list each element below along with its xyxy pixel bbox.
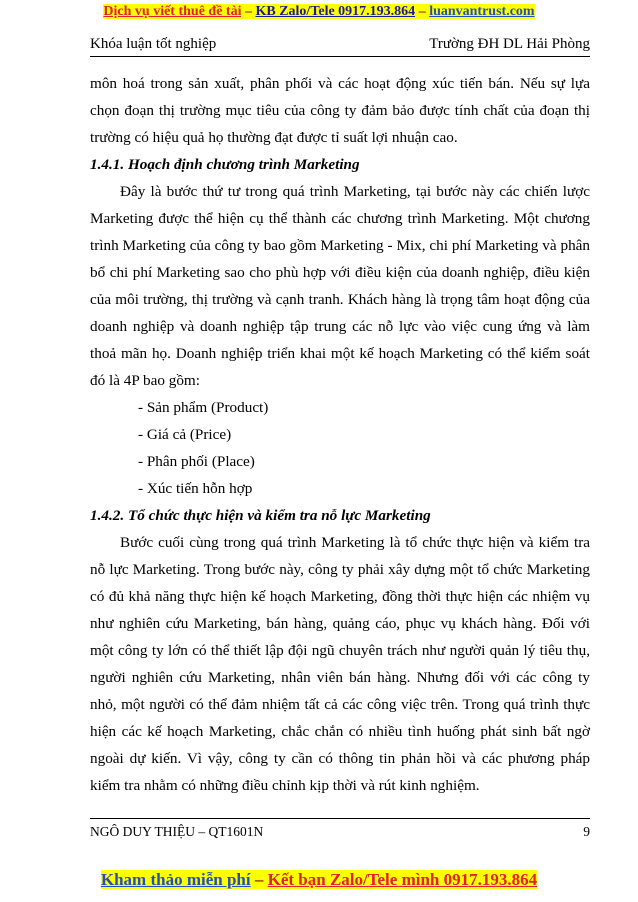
footer-author-label: NGÔ DUY THIỆU – QT1601N — [90, 824, 264, 839]
paragraph-marketing-program: Đây là bước thứ tư trong quá trình Marketing, tại bước này các chiến lược Marketing được thể hiện cụ thể thành các chương trình Marketing. Một chương trình Marketing của công ty bao gồm Marketing - Mix, chi phí Marketing và phân bổ chi phí Marketing sao cho phù hợp với điều kiện của doanh nghiệp, điều kiện của môi trường, thị trường và cạnh tranh. Khách hàng là trọng tâm hoạt động của doanh nghiệp và doanh nghiệp tập trung các nỗ lực vào việc cung ứng và làm thoả mãn họ. Doanh nghiệp triển khai một kế hoạch Marketing có thể kiểm soát đó là 4P bao gồm: — [90, 183, 590, 389]
promo-service-link[interactable]: Dịch vụ viết thuê đề tài — [103, 4, 242, 19]
promo-separator: – — [415, 4, 430, 19]
promo-contact-link[interactable]: KB Zalo/Tele 0917.193.864 — [255, 4, 416, 19]
page-number: 9 — [583, 824, 590, 839]
promo-website-link[interactable]: luanvantrust.com — [429, 4, 535, 19]
section-heading-1-4-2: 1.4.2. Tổ chức thực hiện và kiểm tra nỗ lực Marketing — [90, 507, 431, 524]
list-item-product: - Sản phẩm (Product) — [138, 399, 269, 416]
list-item-promotion: - Xúc tiến hỗn hợp — [138, 480, 253, 497]
promo-zalo-link[interactable]: Kết bạn Zalo/Tele mình 0917.193.864 — [267, 870, 538, 889]
promo-separator: – — [250, 870, 268, 889]
header-university-label: Trường ĐH DL Hải Phòng — [429, 36, 590, 52]
top-promo-banner — [0, 0, 638, 24]
paragraph-implementation: Bước cuối cùng trong quá trình Marketing là tổ chức thực hiện và kiểm tra nỗ lực Marketing. Trong bước này, công ty phải xây dựng một tổ chức Marketing có đủ khả năng thực hiện kế hoạch Marketing, đồng thời thực hiện các nhiệm vụ như nghiên cứu Marketing, bán hàng, quảng cáo, phục vụ khách hàng. Đối với một công ty lớn có thể thiết lập đội ngũ chuyên trách như người quản lý tiêu thụ, người nghiên cứu Marketing, nhân viên bán hàng. Nhưng đối với các công ty nhỏ, một người có thể đảm nhiệm tất cả các công việc trên. Trong quá trình thực hiện các kế hoạch Marketing, chắc chắn có nhiều tình huống phát sinh bất ngờ ngoài dự kiến. Vì vậy, công ty cần có thông tin phản hồi và các phương pháp kiểm tra nhằm có những điều chỉnh kịp thời và rút kinh nghiệm. — [90, 534, 590, 794]
page-footer — [90, 818, 590, 841]
page-header — [90, 36, 590, 57]
promo-separator: – — [241, 4, 256, 19]
header-thesis-label: Khóa luận tốt nghiệp — [90, 36, 217, 52]
bottom-promo-banner — [0, 867, 638, 893]
promo-free-reference-link[interactable]: Kham thảo miễn phí — [100, 870, 251, 889]
document-body — [90, 70, 590, 799]
list-item-place: - Phân phối (Place) — [138, 453, 255, 470]
section-heading-1-4-1: 1.4.1. Hoạch định chương trình Marketing — [90, 156, 360, 173]
list-item-price: - Giá cả (Price) — [138, 426, 232, 443]
paragraph-intro: môn hoá trong sản xuất, phân phối và các hoạt động xúc tiến bán. Nếu sự lựa chọn đoạn thị trường mục tiêu của công ty đảm bảo được tính chất của đoạn thị trường có hiệu quả họ thường đạt được tỉ suất lợi nhuận cao. — [90, 75, 590, 146]
